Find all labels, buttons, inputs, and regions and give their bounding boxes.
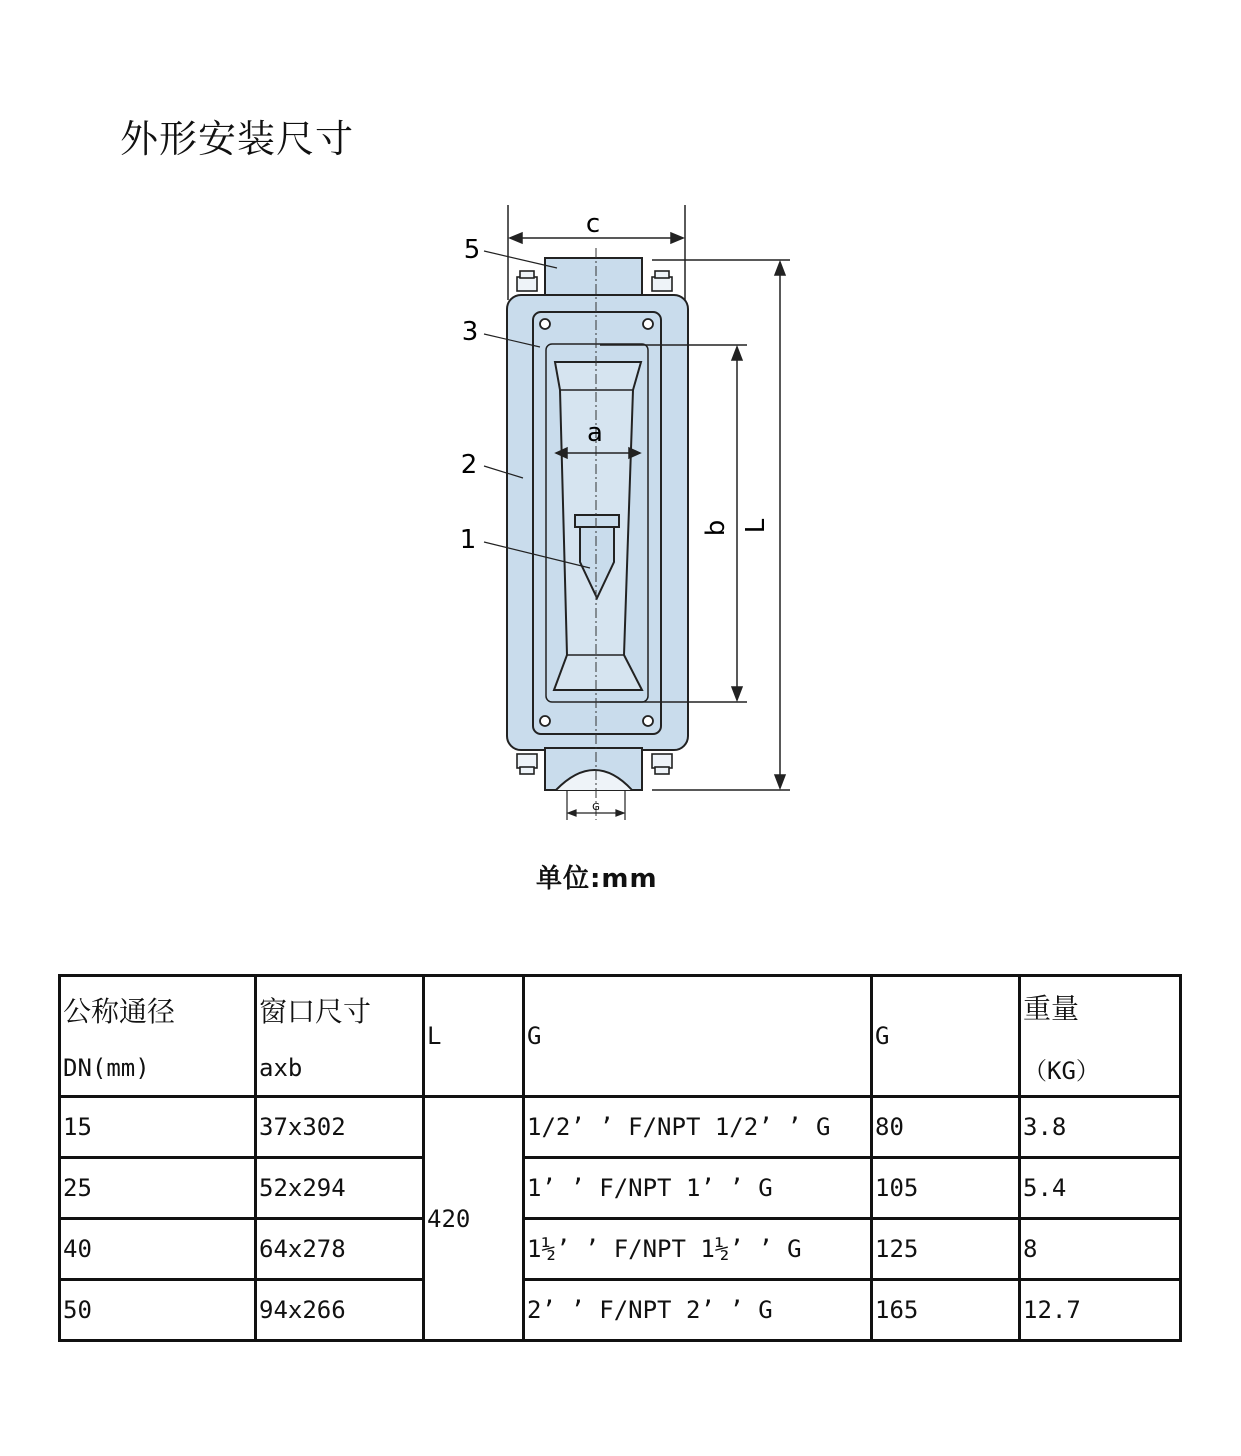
cell-axb: 52x294 [256, 1158, 424, 1219]
table-row [60, 1280, 1181, 1341]
header-L: L [424, 976, 524, 1097]
cell-dn: 15 [60, 1097, 256, 1158]
dim-g-label: G [592, 802, 600, 813]
table-row [60, 1158, 1181, 1219]
cell-axb: 64x278 [256, 1219, 424, 1280]
flowmeter-drawing [440, 190, 820, 840]
cell-g: 105 [872, 1158, 1020, 1219]
table-row [60, 1219, 1181, 1280]
header-dn: 公称通径 DN(mm) [60, 976, 256, 1097]
cell-connection: 2’ ’ F/NPT 2’ ’ G [524, 1280, 872, 1341]
table-row [60, 1097, 1181, 1158]
header-window: 窗口尺寸 axb [256, 976, 424, 1097]
callout-1: 1 [459, 525, 477, 555]
cell-connection: 1½’ ’ F/NPT 1½’ ’ G [524, 1219, 872, 1280]
header-weight: 重量 （KG） [1020, 976, 1181, 1097]
dim-L-label: L [741, 518, 771, 534]
callout-2: 2 [460, 450, 478, 480]
cell-axb: 94x266 [256, 1280, 424, 1341]
cell-weight: 8 [1020, 1219, 1181, 1280]
cell-weight: 5.4 [1020, 1158, 1181, 1219]
cell-L-value: 420 [424, 1097, 524, 1341]
cell-weight: 12.7 [1020, 1280, 1181, 1341]
cell-connection: 1/2’ ’ F/NPT 1/2’ ’ G [524, 1097, 872, 1158]
cell-connection: 1’ ’ F/NPT 1’ ’ G [524, 1158, 872, 1219]
cell-weight: 3.8 [1020, 1097, 1181, 1158]
dim-a-label: a [587, 418, 603, 448]
cell-dn: 40 [60, 1219, 256, 1280]
table-header-row [60, 976, 1181, 1097]
spec-table [58, 974, 1182, 1342]
header-G: G [524, 976, 872, 1097]
cell-g: 80 [872, 1097, 1020, 1158]
cell-dn: 25 [60, 1158, 256, 1219]
unit-label: 单位:mm [536, 864, 658, 894]
page-title: 外形安装尺寸 [120, 117, 355, 161]
cell-g: 125 [872, 1219, 1020, 1280]
dim-c-label: c [585, 209, 601, 239]
header-G2: G [872, 976, 1020, 1097]
top-connector [545, 258, 642, 300]
cell-g: 165 [872, 1280, 1020, 1341]
callout-3: 3 [461, 317, 479, 347]
dim-b-label: b [701, 519, 731, 537]
cell-dn: 50 [60, 1280, 256, 1341]
cell-axb: 37x302 [256, 1097, 424, 1158]
callout-5: 5 [463, 235, 481, 265]
